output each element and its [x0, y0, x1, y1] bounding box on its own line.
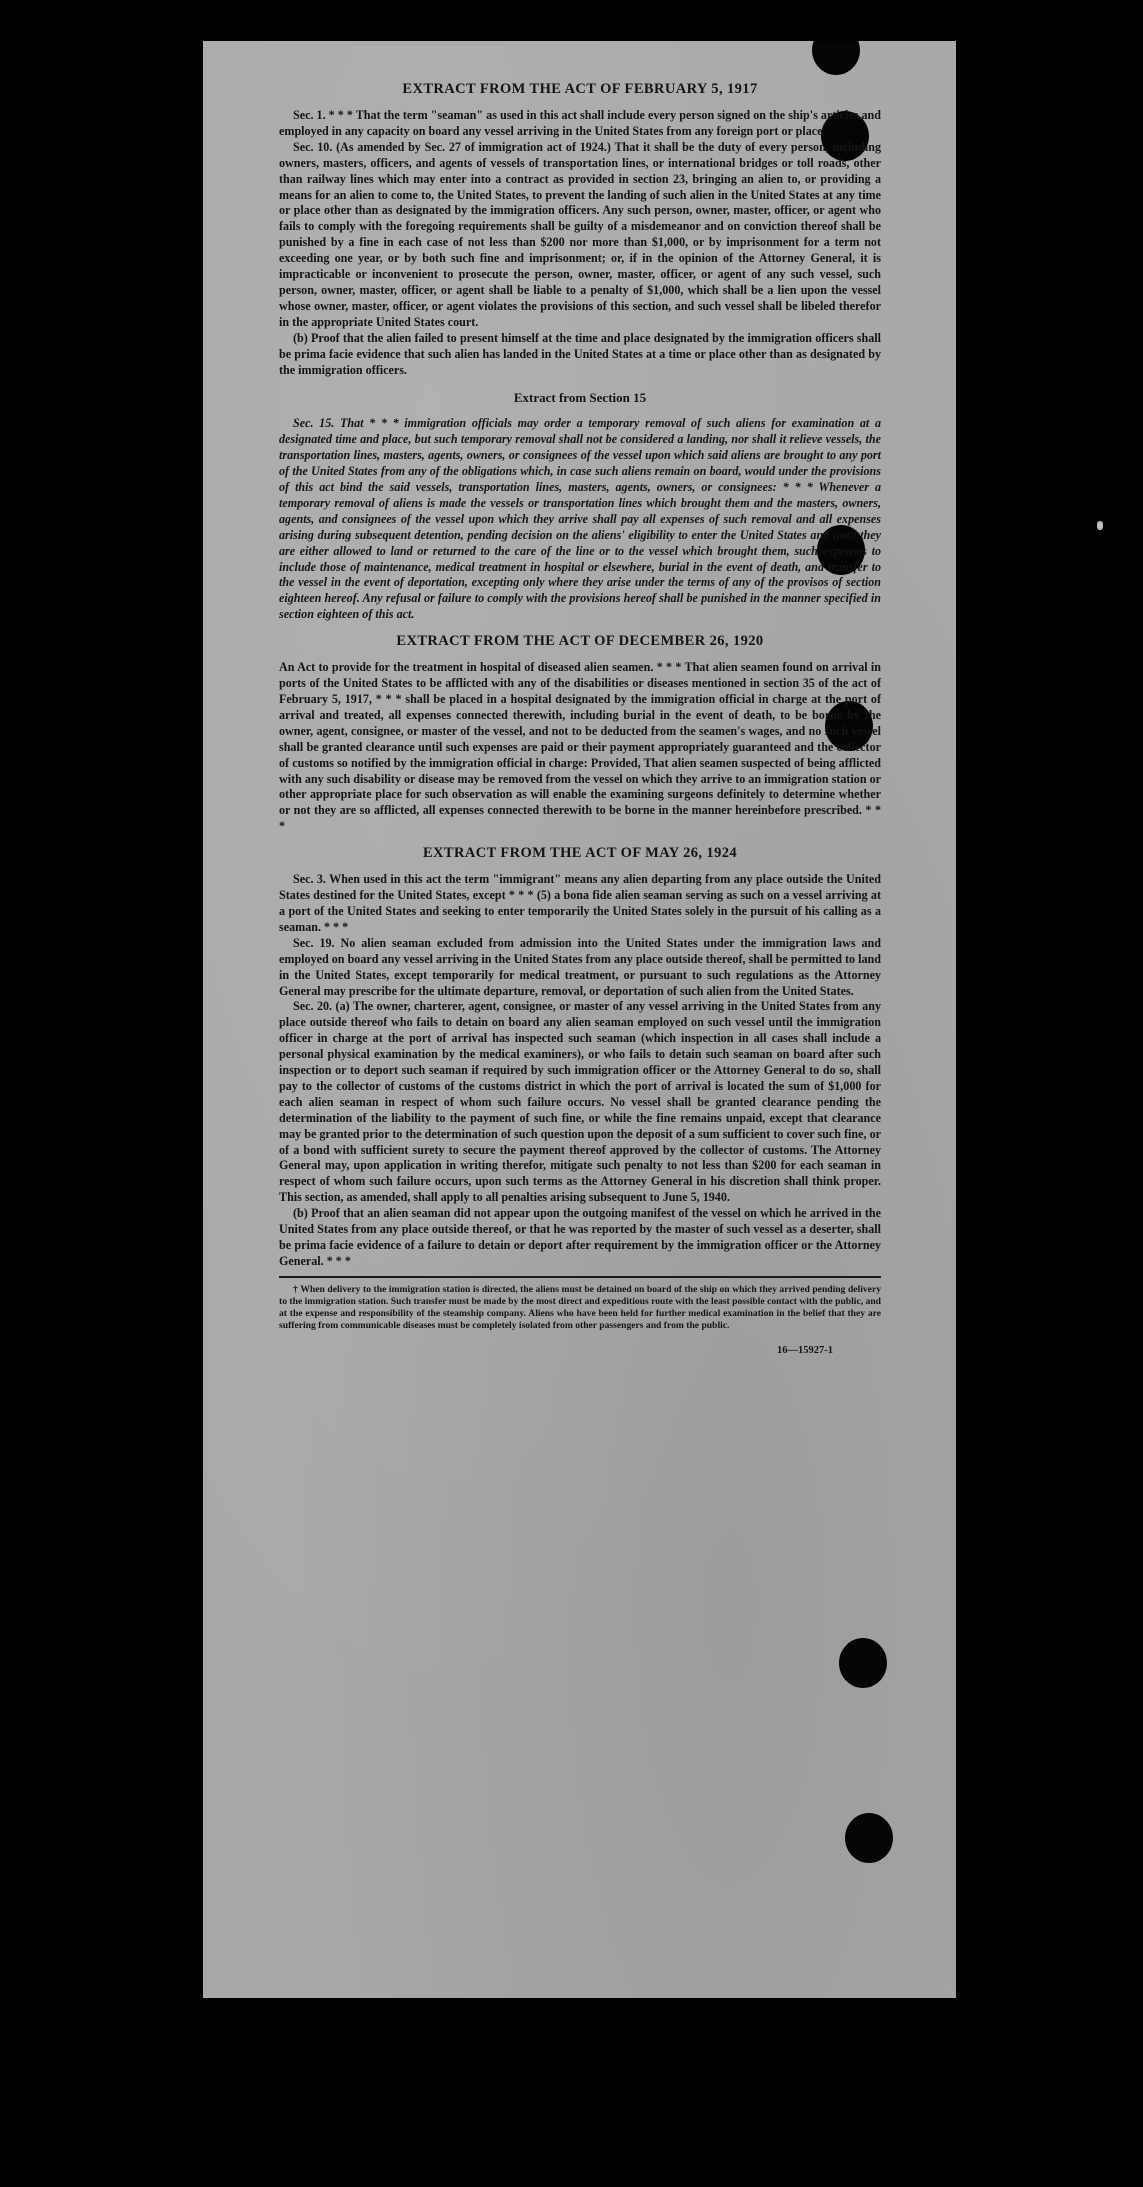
- paragraph-sec15: Sec. 15. That * * * immigration officials may order a temporary removal of such aliens for examination at a designated time and place, but such temporary removal shall not be considered a landing, nor shall it relieve vessels, the transportation lines, masters, agents, owners, or consignees of the vessel upon which said aliens are brought to any port of the United States from any of the obligations which, in case such aliens remain on board, would under the provisions of this act bind the said vessels, transportation lines, masters, agents, owners, or consignees: * * * Whenever a temporary removal of aliens is made the vessels or transportation lines which brought them and the masters, owners, agents, and consignees of the vessel upon which they arrive shall pay all expenses of such removal and all expenses arising during subsequent detention, pending decision on the aliens' eligibility to enter the United States and until they are either allowed to land or returned to the care of the line or to the vessel which brought them, such expenses to include those of maintenance, medical treatment in hospital or elsewhere, burial in the event of death, and transfer to the vessel in the event of deportation, excepting only where they arise under the terms of any of the provisos of section eighteen hereof. Any refusal or failure to comply with the provisions hereof shall be punished in the manner specified in section eighteen of this act.: [279, 416, 881, 622]
- subheading-section15: Extract from Section 15: [513, 390, 647, 406]
- footnote-divider: [279, 1276, 881, 1278]
- heading-act-1917: EXTRACT FROM THE ACT OF FEBRUARY 5, 1917: [402, 81, 758, 97]
- punch-hole: [839, 1638, 887, 1688]
- form-number: 16—15927-1: [777, 1344, 833, 1356]
- paragraph-sec1: Sec. 1. * * * That the term "seaman" as used in this act shall include every person signed on the ship's articles and employed in any capacity on board any vessel arriving in the United States from any foreign port or place.: [279, 108, 881, 138]
- paragraph-sec10b: (b) Proof that the alien failed to present himself at the time and place designated by the immigration officers shall be prima facie evidence that such alien has landed in the United States at a time or place other than as designated by the immigration officers.: [279, 330, 881, 377]
- paragraph-sec10: Sec. 10. (As amended by Sec. 27 of immigration act of 1924.) That it shall be the duty of every person, including owners, masters, officers, and agents of vessels of transportation lines, or international bridges or toll roads, other than railway lines which may enter into a contract as provided in section 23, bringing an alien to, or providing a means for an alien to come to, the United States, to prevent the landing of such alien in the United States at any time or place other than as designated by the immigration officers. Any such person, owner, master, officer, or agent who fails to comply with the foregoing requirements shall be guilty of a misdemeanor and on conviction thereof shall be punished by a fine in each case of not less than $200 nor more than $1,000, or by imprisonment for a term not exceeding one year, or by both such fine and imprisonment; or, if in the opinion of the Attorney General, it is impracticable or inconvenient to prosecute the person, owner, master, officer, or agent of any such vessel, such person, owner, master, officer, or agent shall be liable to a penalty of $1,000, which shall be a lien upon the vessel whose owner, master, officer, or agent violates the provisions of this section, and such vessel shall be libeled therefor in the appropriate United States court.: [279, 139, 881, 329]
- paragraph-act-1920: An Act to provide for the treatment in hospital of diseased alien seamen. * * * That alien seamen found on arrival in ports of the United States to be afflicted with any of the disabilities or diseases mentioned in section 35 of the act of February 5, 1917, * * * shall be placed in a hospital designated by the immigration official in charge at the port of arrival and treated, all expenses connected therewith, including burial in the event of death, to be borne by the owner, agent, consignee, or master of the vessel, and not to be deducted from the seamen's wages, and no such vessel shall be granted clearance until such expenses are paid or their payment appropriately guaranteed and the collector of customs so notified by the immigration official in charge: Provided, That alien seamen suspected of being afflicted with any such disability or disease may be removed from the vessel on which they arrive to an immigration station or other appropriate place for such observation as will enable the examining surgeons definitely to determine whether or not they are so afflicted, all expenses connected therewith to be borne in the manner hereinbefore prescribed. * * *: [279, 660, 881, 834]
- punch-hole: [845, 1813, 893, 1863]
- paragraph-sec3: Sec. 3. When used in this act the term "immigrant" means any alien departing from any place outside the United States destined for the United States, except * * * (5) a bona fide alien seaman serving as such on a vessel arriving at a port of the United States and seeking to enter temporarily the United States solely in the pursuit of his calling as a seaman. * * *: [279, 872, 881, 934]
- scanned-document-page: [203, 41, 956, 1998]
- paragraph-sec19: Sec. 19. No alien seaman excluded from admission into the United States under the immigration laws and employed on board any vessel arriving in the United States from any place outside thereof, shall be permitted to land in the United States, except temporarily for medical treatment, or pursuant to such regulations as the Attorney General may prescribe for the ultimate departure, removal, or deportation of such alien from the United States.: [279, 935, 881, 998]
- punch-hole: [812, 41, 860, 75]
- heading-act-1920: EXTRACT FROM THE ACT OF DECEMBER 26, 1920: [396, 633, 764, 650]
- paragraph-sec20: Sec. 20. (a) The owner, charterer, agent, consignee, or master of any vessel arriving in the United States from any place outside thereof who fails to detain on board any alien seaman employed on such vessel until the immigration officer in charge at the port of arrival has inspected such seaman (which inspection in all cases shall include a personal physical examination by the medical examiners), or who fails to detain such seaman on board after such inspection or to deport such seaman if required by such immigration officer or the Attorney General to do so, shall pay to the collector of customs of the customs district in which the port of arrival is located the sum of $1,000 for each alien seaman in respect of whom such failure occurs. No vessel shall be granted clearance pending the determination of the liability to the payment of such fine, or while the fine remains unpaid, except that clearance may be granted prior to the determination of such question upon the deposit of a sum sufficient to cover such fine, or of a bond with sufficient surety to secure the payment thereof approved by the collector of customs. The Attorney General may, upon application in writing therefor, mitigate such penalty to not less than $200 for each seaman in respect of whom such failure occurs, upon such terms as the Attorney General in his discretion shall think proper. This section, as amended, shall apply to all penalties arising subsequent to June 5, 1940.: [279, 999, 881, 1205]
- document-text-body: [279, 81, 881, 1356]
- paragraph-sec20b: (b) Proof that an alien seaman did not appear upon the outgoing manifest of the vessel on which he arrived in the United States from any place outside thereof, or that he was reported by the master of such vessel as a deserter, shall be prima facie evidence of a failure to detain or deport after requirement by the immigration officer or the Attorney General. * * *: [279, 1206, 881, 1268]
- heading-act-1924: EXTRACT FROM THE ACT OF MAY 26, 1924: [422, 845, 738, 862]
- scan-speck: [1097, 521, 1103, 530]
- footnote: † When delivery to the immigration station is directed, the aliens must be detained on board of the ship on which they arrived pending delivery to the immigration station. Such transfer must be made by the most direct and expeditious route with the least possible contact with the public, and at the expense and responsibility of the steamship company. Aliens who have been held for further medical examination in the belief that they are suffering from communicable diseases must be completely isolated from other passengers and from the public.: [279, 1283, 881, 1332]
